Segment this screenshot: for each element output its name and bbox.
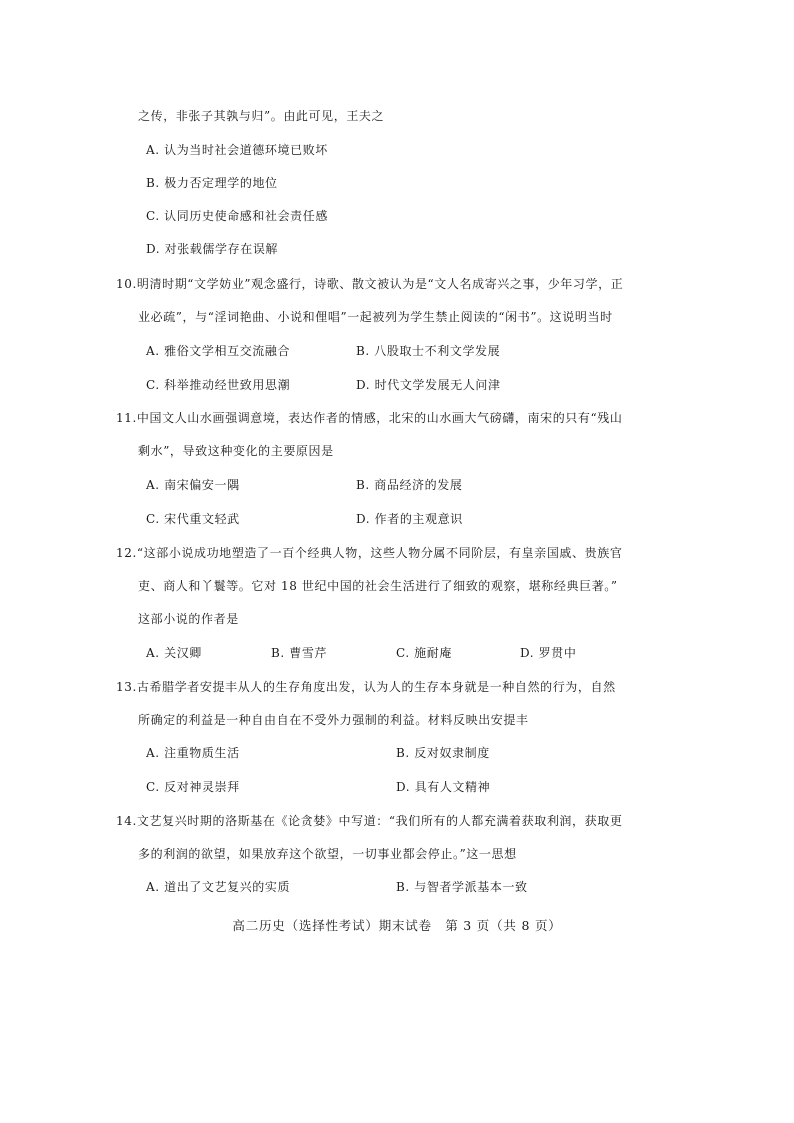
- question-stem-line: 剩水”，导致这种变化的主要原因是: [138, 444, 334, 458]
- question-11-option-c: C. 宋代重文轻武: [146, 512, 240, 526]
- question-11-option-b: B. 商品经济的发展: [356, 478, 463, 492]
- question-13-option-a: A. 注重物质生活: [146, 746, 240, 760]
- question-12: [116, 545, 622, 561]
- question-11: [116, 410, 622, 426]
- question-9-option-c: C. 认同历史使命感和社会责任感: [146, 209, 328, 223]
- question-stem-line: “这部小说成功地塑造了一百个经典人物，这些人物分属不同阶层，有皇亲国戚、贵族官: [136, 546, 623, 560]
- question-10-option-d: D. 时代文学发展无人问津: [356, 378, 501, 392]
- question-stem-line: 这部小说的作者是: [138, 612, 239, 626]
- question-number: 11.: [116, 411, 137, 425]
- question-14: [116, 813, 622, 829]
- question-9-option-b: B. 极力否定理学的地位: [146, 176, 278, 190]
- question-10-option-c: C. 科举推动经世致用思潮: [146, 378, 291, 392]
- question-stem-line: 中国文人山水画强调意境，表达作者的情感，北宋的山水画大气磅礴，南宋的只有“残山: [136, 411, 623, 425]
- question-10-option-b: B. 八股取士不利文学发展: [356, 344, 501, 358]
- question-stem-line: 明清时期“文学妨业”观念盛行，诗歌、散文被认为是“文人名成寄兴之事，少年习学，正: [136, 277, 624, 291]
- question-stem-line: 文艺复兴时期的洛斯基在《论贪婪》中写道：“我们所有的人都充满着获取利润，获取更: [136, 814, 623, 828]
- question-number: 10.: [116, 277, 137, 291]
- question-number: 12.: [116, 546, 137, 560]
- question-13-option-c: C. 反对神灵崇拜: [146, 780, 240, 794]
- question-12-option-c: C. 施耐庵: [396, 646, 452, 660]
- question-12-option-b: B. 曹雪芹: [271, 646, 328, 660]
- question-10: [116, 276, 623, 292]
- question-stem-line: 古希腊学者安提丰从人的生存角度出发，认为人的生存本身就是一种自然的行为，自然: [136, 680, 616, 694]
- question-stem-line: 多的利润的欲望，如果放弃这个欲望，一切事业都会停止。”这一思想: [138, 847, 517, 861]
- question-9-option-a: A. 认为当时社会道德环境已败坏: [146, 143, 328, 157]
- question-14-option-b: B. 与智者学派基本一致: [396, 880, 528, 894]
- question-12-option-d: D. 罗贯中: [520, 646, 577, 660]
- question-9-option-d: D. 对张载儒学存在误解: [146, 242, 279, 256]
- question-13-option-b: B. 反对奴隶制度: [396, 746, 490, 760]
- question-stem-line: 业必疏”，与“淫词艳曲、小说和俚唱”一起被列为学生禁止阅读的“闲书”。这说明当时: [138, 310, 613, 324]
- question-stem-line: 吏、商人和丫鬟等。它对 18 世纪中国的社会生活进行了细致的观察，堪称经典巨著。”: [138, 579, 618, 593]
- question-10-option-a: A. 雅俗文学相互交流融合: [146, 344, 291, 358]
- question-11-option-a: A. 南宋偏安一隅: [146, 478, 240, 492]
- question-13: [116, 679, 616, 695]
- question-9-stem-line: 之传，非张子其孰与归”。由此可见，王夫之: [138, 109, 385, 123]
- question-number: 13.: [116, 680, 137, 694]
- question-stem-line: 所确定的利益是一种自由自在不受外力强制的利益。材料反映出安提丰: [138, 713, 529, 727]
- question-11-option-d: D. 作者的主观意识: [356, 512, 463, 526]
- question-12-option-a: A. 关汉卿: [146, 646, 202, 660]
- question-number: 14.: [116, 814, 137, 828]
- question-13-option-d: D. 具有人文精神: [396, 780, 491, 794]
- question-14-option-a: A. 道出了文艺复兴的实质: [146, 880, 291, 894]
- page-footer: 高二历史（选择性考试）期末试卷 第 3 页（共 8 页）: [232, 918, 562, 933]
